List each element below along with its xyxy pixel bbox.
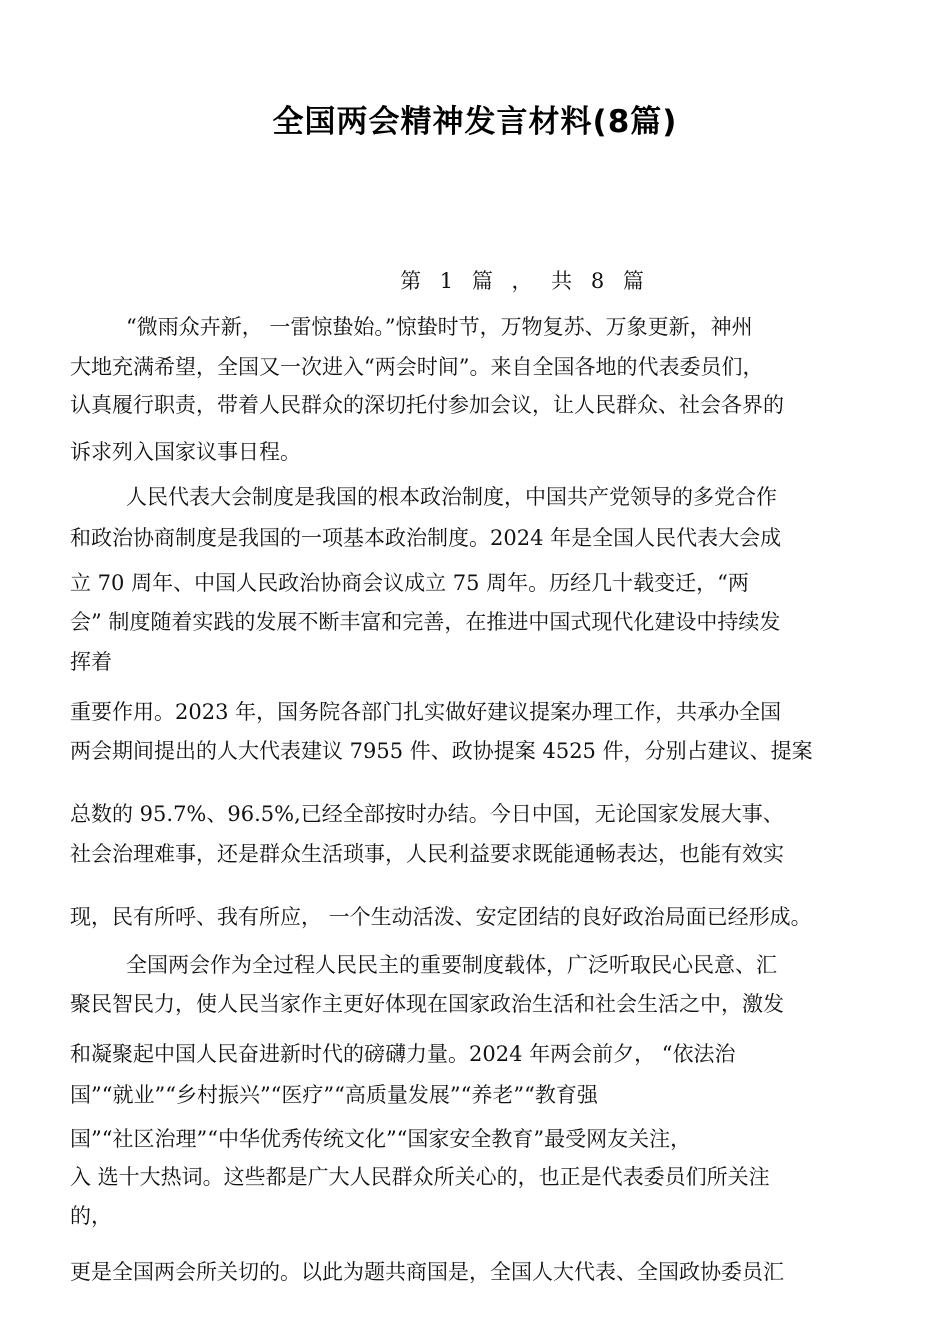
paragraph-line: 入 选十大热词。这些都是广大人民群众所关心的，也正是代表委员们所关注: [70, 1165, 770, 1189]
paragraph-line: 的，: [70, 1204, 112, 1228]
paragraph-line: 更是全国两会所关切的。以此为题共商国是，全国人大代表、全国政协委员汇: [70, 1260, 784, 1284]
paragraph-line: 重要作用。2023 年，国务院各部门扎实做好建议提案办理工作，共承办全国: [70, 700, 782, 724]
paragraph-line: 挥着: [70, 650, 112, 674]
paragraph-line: 诉求列入国家议事日程。: [70, 440, 301, 464]
paragraph-line: 全国两会作为全过程人民民主的重要制度载体，广泛听取民心民意、汇: [126, 953, 777, 977]
paragraph-line: 立 70 周年、中国人民政治协商会议成立 75 周年。历经几十载变迁，“两: [70, 571, 749, 595]
paragraph-line: 现，民有所呼、我有所应， 一个生动活泼、安定团结的良好政治局面已经形成。: [70, 905, 812, 929]
paragraph-line: 会” 制度随着实践的发展不断丰富和完善，在推进中国式现代化建设中持续发: [70, 610, 781, 634]
paragraph-line: 社会治理难事，还是群众生活琐事，人民利益要求既能通畅表达，也能有效实: [70, 842, 784, 866]
paragraph-line: 大地充满希望，全国又一次进入“两会时间”。来自全国各地的代表委员们，: [70, 355, 764, 379]
paragraph-line: “微雨众卉新， 一雷惊蛰始。”惊蛰时节，万物复苏、万象更新，神州: [126, 315, 753, 339]
paragraph-line: 总数的 95.7%、96.5%,已经全部按时办结。今日中国，无论国家发展大事、: [70, 802, 784, 826]
paragraph-line: 国”“社区治理”“中华优秀传统文化”“国家安全教育”最受网友关注，: [70, 1127, 692, 1151]
paragraph-line: 两会期间提出的人大代表建议 7955 件、政协提案 4525 件，分别占建议、提案: [70, 739, 813, 763]
paragraph-line: 人民代表大会制度是我国的根本政治制度，中国共产党领导的多党合作: [126, 485, 777, 509]
paragraph-line: 认真履行职责，带着人民群众的深切托付参加会议，让人民群众、社会各界的: [70, 393, 784, 417]
section-label: 第 1 篇 ， 共 8 篇: [400, 269, 650, 293]
paragraph-line: 和政治协商制度是我国的一项基本政治制度。2024 年是全国人民代表大会成: [70, 526, 782, 550]
paragraph-line: 和凝聚起中国人民奋进新时代的磅礴力量。2024 年两会前夕， “依法治: [70, 1042, 736, 1066]
paragraph-line: 聚民智民力，使人民当家作主更好体现在国家政治生活和社会生活之中，激发: [70, 992, 784, 1016]
paragraph-line: 国”“就业”“乡村振兴”“医疗”“高质量发展”“养老”“教育强: [70, 1083, 598, 1107]
document-title: 全国两会精神发言材料(8篇): [272, 104, 678, 140]
